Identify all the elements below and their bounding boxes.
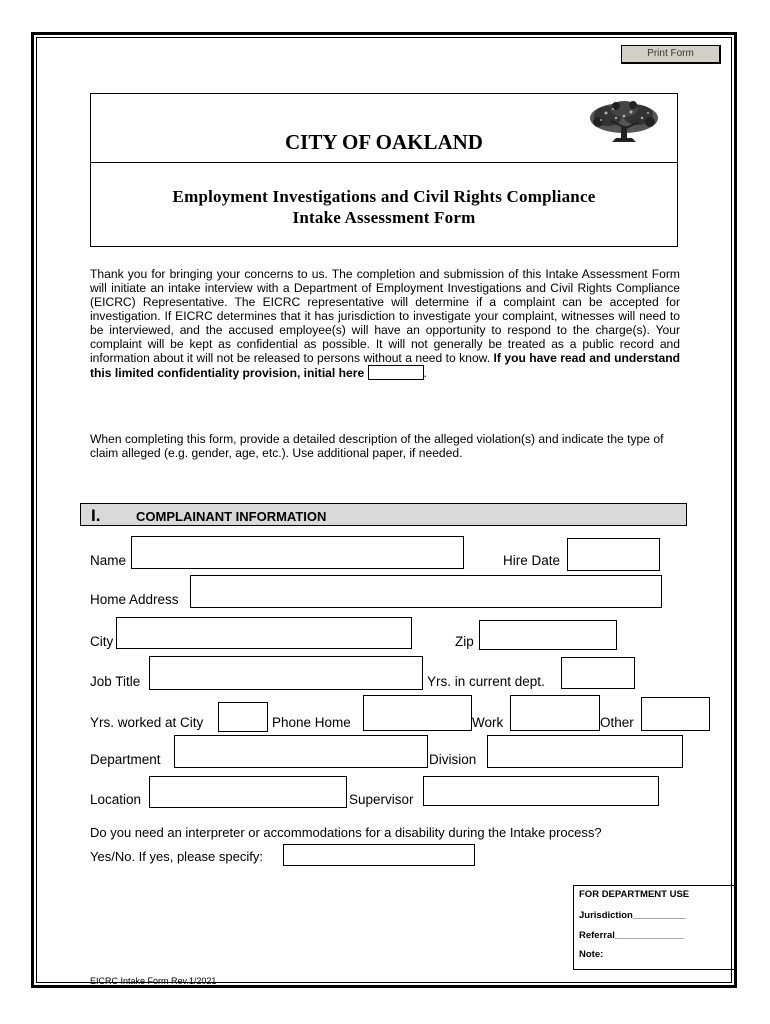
intro-paragraph bbox=[90, 267, 680, 380]
accommodations-question: Do you need an interpreter or accommodations for a disability during the Intake process? bbox=[90, 825, 602, 840]
department-field[interactable] bbox=[174, 735, 428, 768]
location-label: Location bbox=[90, 792, 142, 807]
phone-home-field[interactable] bbox=[363, 695, 472, 731]
job-title-label: Job Title bbox=[90, 674, 141, 689]
hire-date-field[interactable] bbox=[567, 538, 660, 571]
dept-use-title: FOR DEPARTMENT USE bbox=[579, 889, 690, 900]
initial-field[interactable] bbox=[368, 365, 424, 380]
yrs-worked-label: Yrs. worked at City bbox=[90, 715, 204, 730]
header-divider bbox=[91, 162, 677, 163]
name-label: Name bbox=[90, 553, 127, 568]
city-field[interactable] bbox=[116, 617, 412, 649]
accommodations-field[interactable] bbox=[283, 844, 475, 866]
form-header bbox=[90, 93, 678, 247]
dept-use-note: Note: bbox=[579, 949, 604, 960]
form-title-line2: Intake Assessment Form bbox=[292, 208, 476, 227]
name-field[interactable] bbox=[131, 536, 464, 569]
section-header-complainant bbox=[80, 503, 687, 526]
accommodations-specify-label: Yes/No. If yes, please specify: bbox=[90, 849, 263, 864]
section-title: COMPLAINANT INFORMATION bbox=[136, 509, 327, 524]
intro-body: Thank you for bringing your concerns to us. The completion and submission of this Intake Assessment Form will initiate an intake interview with a Department of Employment Investigations and Civil Rights Compliance (EICRC) Representative. The EICRC representative will determine if a complaint can be accepted for investigation. If EICRC determines that it has jurisdiction to investigate your complaint, witnesses will need to be interviewed, and the accused employee(s) will have an opportunity to respond to the charge(s). Your complaint will be kept as confidential as possible. It will not generally be treated as a public record and information about it will not be released to persons without a need to know. bbox=[90, 267, 680, 365]
other-phone-label: Other bbox=[600, 715, 634, 730]
instructions-paragraph: When completing this form, provide a detailed description of the alleged violation(s) and indicate the type of claim alleged (e.g. gender, age, etc.). Use additional paper, if needed. bbox=[90, 432, 664, 460]
zip-field[interactable] bbox=[479, 620, 617, 650]
form-revision-footer: EICRC Intake Form Rev.1/2021 bbox=[90, 976, 217, 986]
phone-home-label: Phone Home bbox=[272, 715, 351, 730]
dept-use-jurisdiction: Jurisdiction__________ bbox=[579, 910, 686, 921]
zip-label: Zip bbox=[455, 634, 474, 649]
form-title-line1: Employment Investigations and Civil Rights Compliance bbox=[172, 187, 596, 206]
form-title bbox=[91, 186, 677, 228]
job-title-field[interactable] bbox=[149, 656, 423, 690]
city-label: City bbox=[90, 634, 114, 649]
department-label: Department bbox=[90, 752, 161, 767]
home-address-label: Home Address bbox=[90, 592, 179, 607]
city-title: CITY OF OAKLAND bbox=[285, 130, 483, 154]
department-use-box bbox=[573, 885, 737, 970]
dept-use-referral: Referral_____________ bbox=[579, 930, 684, 941]
confidentiality-statement: If you have read and understand this limited confidentiality provision, initial here bbox=[90, 351, 680, 380]
section-number: I. bbox=[91, 506, 101, 525]
yrs-worked-field[interactable] bbox=[218, 702, 268, 732]
supervisor-label: Supervisor bbox=[349, 792, 414, 807]
yrs-current-dept-label: Yrs. in current dept. bbox=[427, 674, 545, 689]
division-label: Division bbox=[429, 752, 477, 767]
supervisor-field[interactable] bbox=[423, 776, 659, 806]
print-form-button[interactable]: Print Form bbox=[621, 45, 721, 64]
work-phone-label: Work bbox=[472, 715, 504, 730]
location-field[interactable] bbox=[149, 776, 347, 808]
hire-date-label: Hire Date bbox=[503, 553, 561, 568]
home-address-field[interactable] bbox=[190, 575, 662, 608]
yrs-current-dept-field[interactable] bbox=[561, 657, 635, 689]
work-phone-field[interactable] bbox=[510, 695, 600, 731]
other-phone-field[interactable] bbox=[641, 697, 710, 731]
intro-period: . bbox=[423, 366, 427, 380]
division-field[interactable] bbox=[487, 735, 683, 768]
